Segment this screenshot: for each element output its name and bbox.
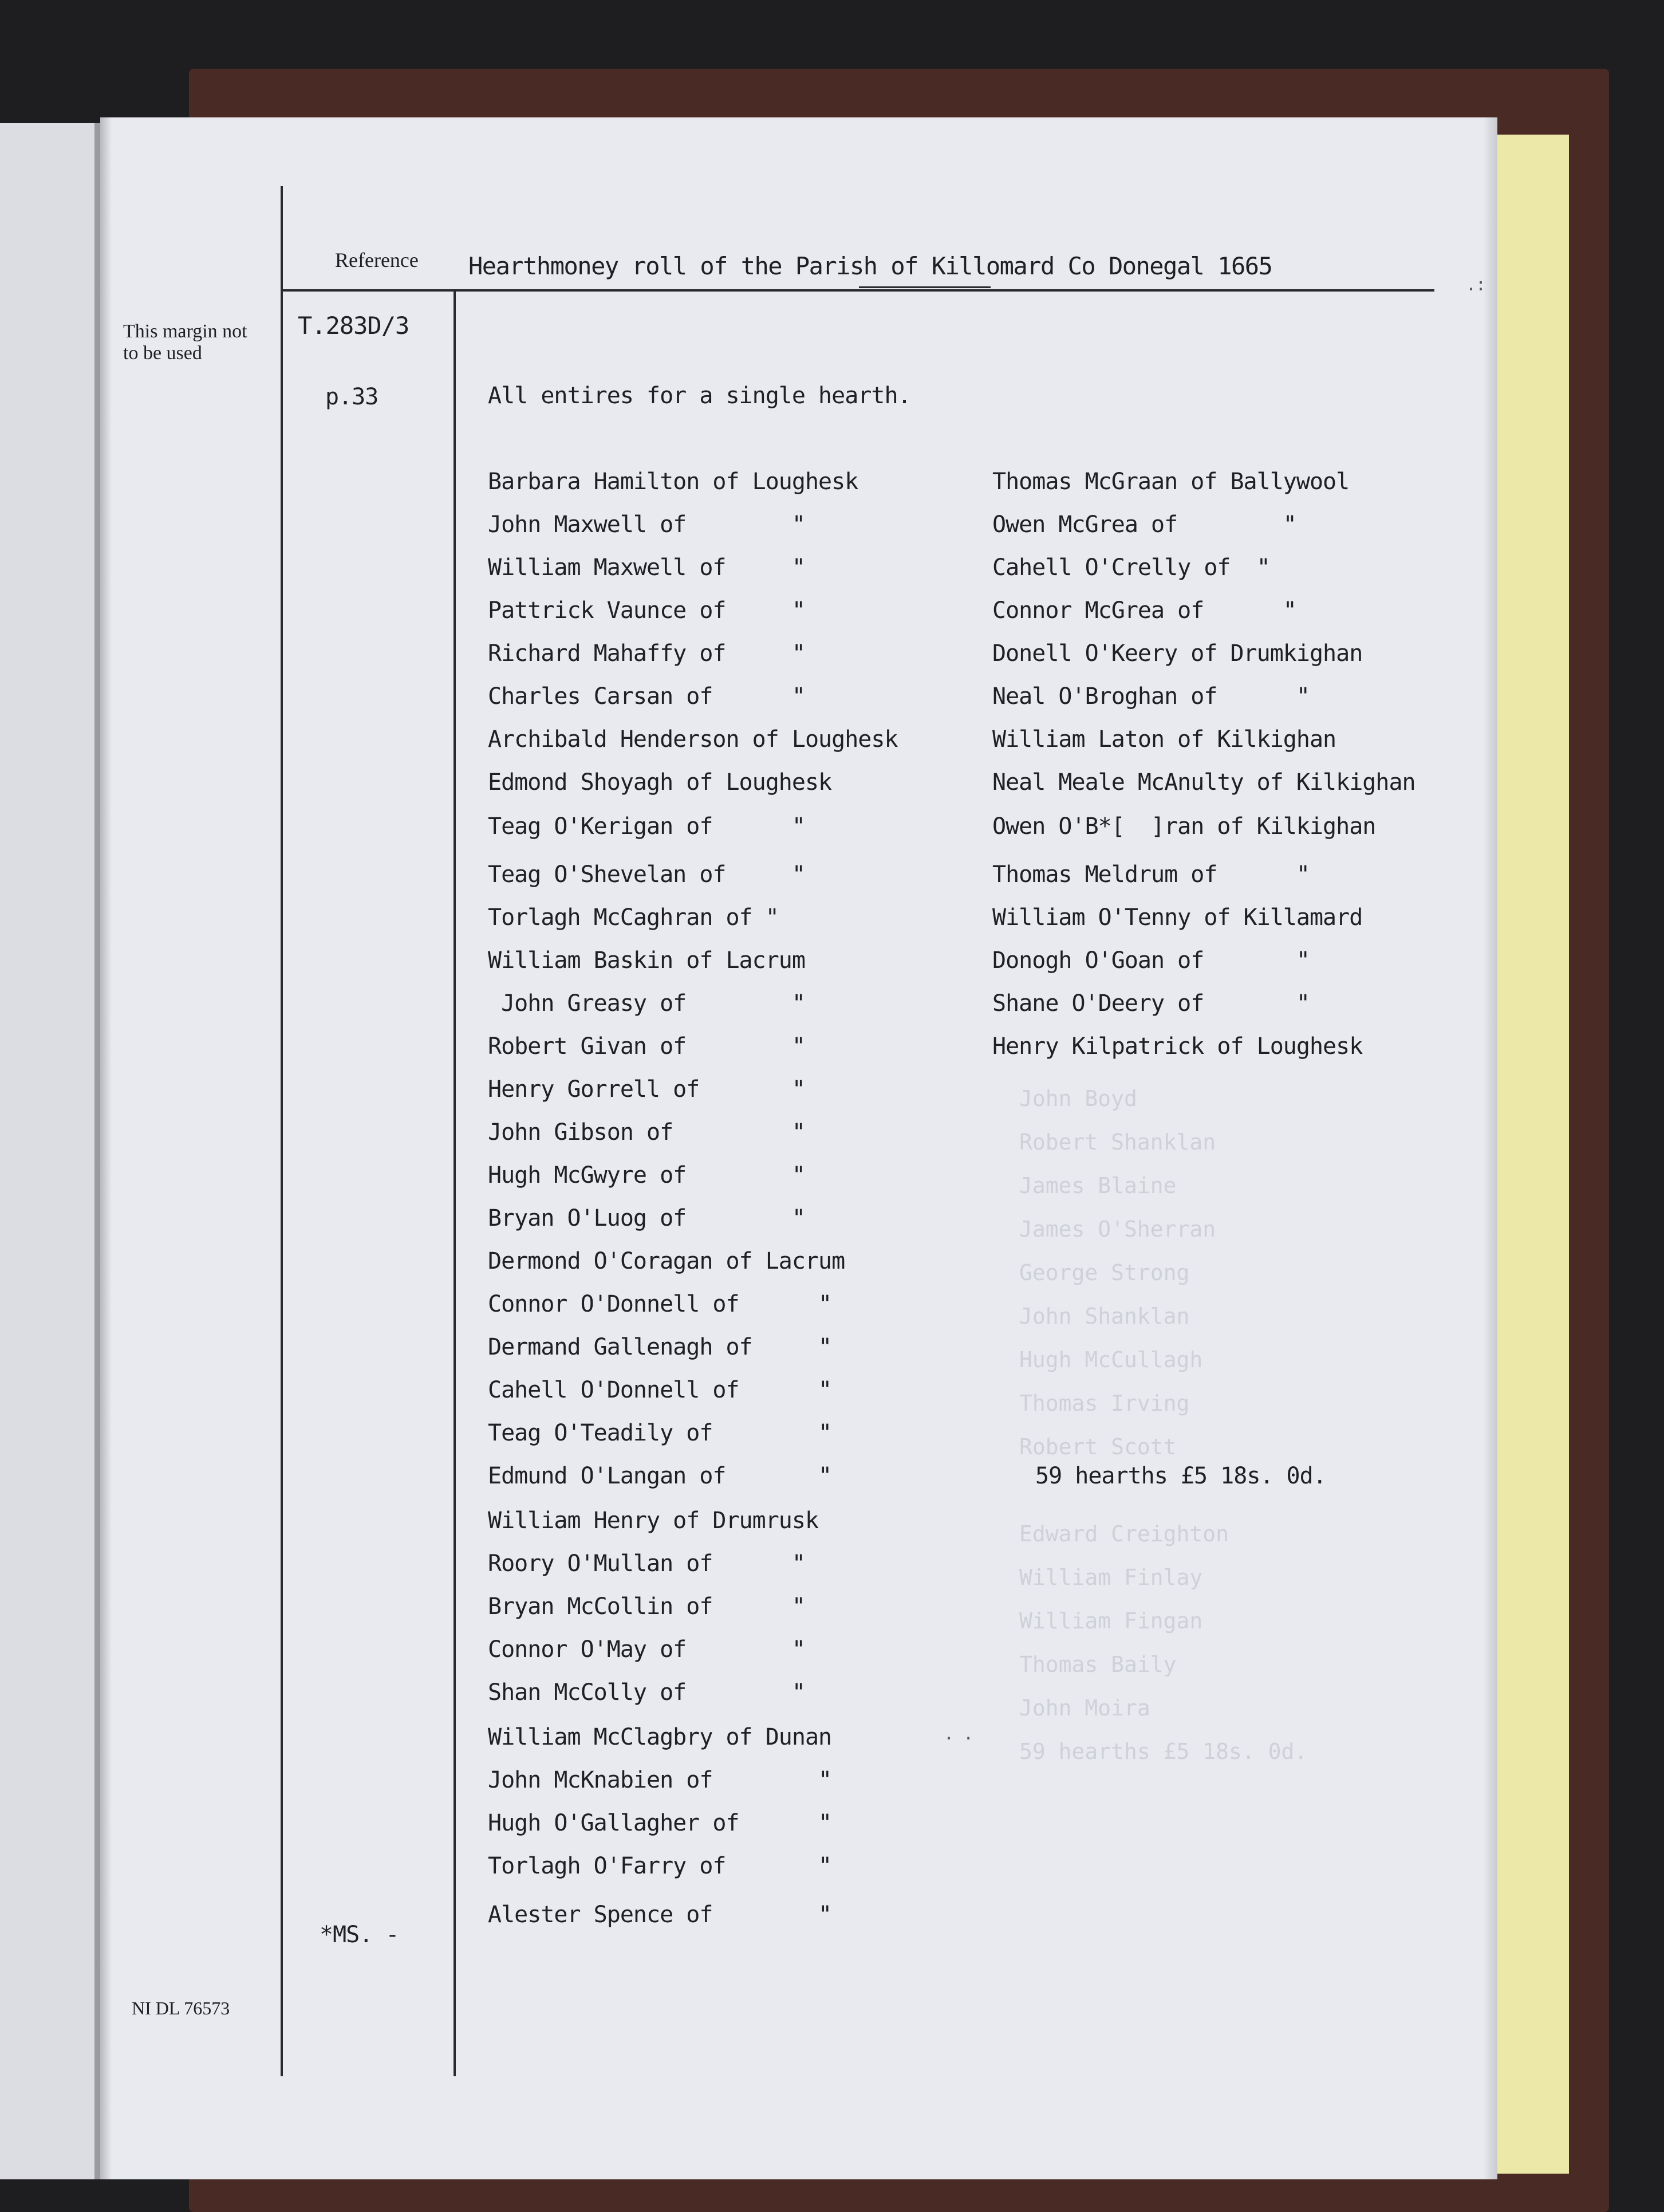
entry-left: Cahell O'Donnell of " <box>488 1377 832 1403</box>
reference-column-left-rule <box>281 186 283 2076</box>
entry-left: Connor O'May of " <box>488 1636 805 1663</box>
page-edge-shadow <box>1483 117 1497 2179</box>
entry-left: Charles Carsan of " <box>488 683 805 710</box>
entry-left: John Greasy of " <box>488 990 805 1017</box>
entry-left: Robert Givan of " <box>488 1033 805 1060</box>
entry-right: Neal O'Broghan of " <box>992 683 1310 710</box>
entry-left: William Baskin of Lacrum <box>488 947 805 974</box>
entry-left: Edmond Shoyagh of Loughesk <box>488 769 832 796</box>
footer-code: NI DL 76573 <box>132 1998 230 2018</box>
entry-left: Edmund O'Langan of " <box>488 1463 832 1489</box>
page-shadow <box>94 123 100 2179</box>
title-underline <box>859 286 991 288</box>
entry-left: Pattrick Vaunce of " <box>488 597 805 624</box>
entry-right: Shane O'Deery of " <box>992 990 1310 1017</box>
entry-left: Torlagh O'Farry of " <box>488 1853 832 1879</box>
reference-label: Reference <box>335 249 419 271</box>
intro-line: All entires for a single hearth. <box>488 383 911 409</box>
entry-left: John Maxwell of " <box>488 511 805 538</box>
entry-left: Hugh McGwyre of " <box>488 1162 805 1188</box>
entry-left: Teag O'Shevelan of " <box>488 861 805 888</box>
entry-left: Archibald Henderson of Loughesk <box>488 726 898 753</box>
entry-right: William O'Tenny of Killamard <box>992 904 1363 931</box>
entry-left: Bryan O'Luog of " <box>488 1205 805 1231</box>
entry-right: Neal Meale McAnulty of Kilkighan <box>992 769 1415 796</box>
entry-left: Dermand Gallenagh of " <box>488 1334 832 1360</box>
entry-left: John McKnabien of " <box>488 1767 832 1793</box>
margin-note: This margin not to be used <box>123 321 247 364</box>
entry-left: Connor O'Donnell of " <box>488 1291 832 1317</box>
entry-left: Dermond O'Coragan of Lacrum <box>488 1248 845 1274</box>
entry-right: Owen McGrea of " <box>992 511 1296 538</box>
entry-right: Donell O'Keery of Drumkighan <box>992 640 1363 667</box>
entry-left: Shan McColly of " <box>488 1679 805 1706</box>
entry-right: Donogh O'Goan of " <box>992 947 1310 974</box>
show-through-text: Edward Creighton William Finlay William Fingan Thomas Baily John Moira 59 hearths £5 18s. 0d. <box>1019 1521 1308 1764</box>
reference-code: T.283D/3 <box>298 312 409 340</box>
manuscript-note: *MS. - <box>320 1922 399 1948</box>
page-gutter <box>100 117 112 2179</box>
entry-left: Bryan McCollin of " <box>488 1593 805 1620</box>
reference-column-right-rule <box>454 289 456 2076</box>
previous-page-edge <box>0 123 94 2179</box>
entry-left: Teag O'Kerigan of " <box>488 813 805 840</box>
entry-left: Torlagh McCaghran of " <box>488 904 779 931</box>
entry-left: William McClagbry of Dunan <box>488 1724 832 1750</box>
hearths-total: 59 hearths £5 18s. 0d. <box>1035 1463 1326 1489</box>
document-title: Hearthmoney roll of the Parish of Killomard Co Donegal 1665 <box>468 252 1272 280</box>
yellow-insert-sheet <box>1489 135 1569 2174</box>
entry-left: William Maxwell of " <box>488 554 805 581</box>
entry-left: Roory O'Mullan of " <box>488 1550 805 1577</box>
entry-right: Cahell O'Crelly of " <box>992 554 1270 581</box>
entry-right: Henry Kilpatrick of Loughesk <box>992 1033 1363 1060</box>
entry-left: Alester Spence of " <box>488 1902 832 1928</box>
entry-left: Hugh O'Gallagher of " <box>488 1810 832 1836</box>
entry-left: Richard Mahaffy of " <box>488 640 805 667</box>
entry-left: Barbara Hamilton of Loughesk <box>488 469 858 495</box>
entry-left: Henry Gorrell of " <box>488 1076 805 1103</box>
entry-right: Connor McGrea of " <box>992 597 1296 624</box>
entry-left: William Henry of Drumrusk <box>488 1508 819 1534</box>
header-rule <box>281 289 1434 292</box>
entry-right: William Laton of Kilkighan <box>992 726 1336 753</box>
page-reference: p.33 <box>325 384 378 410</box>
entry-left: John Gibson of " <box>488 1119 805 1146</box>
ruled-tick: .: <box>1466 275 1486 295</box>
entry-right: Thomas Meldrum of " <box>992 861 1310 888</box>
show-through-text: John Boyd Robert Shanklan James Blaine James O'Sherran George Strong John Shanklan Hugh McCullagh Thomas Irving Robert Scott <box>1019 1086 1216 1459</box>
entry-right: Owen O'B*[ ]ran of Kilkighan <box>992 813 1376 840</box>
stray-marks: . . <box>944 1724 973 1744</box>
entry-right: Thomas McGraan of Ballywool <box>992 469 1350 495</box>
entry-left: Teag O'Teadily of " <box>488 1420 832 1446</box>
